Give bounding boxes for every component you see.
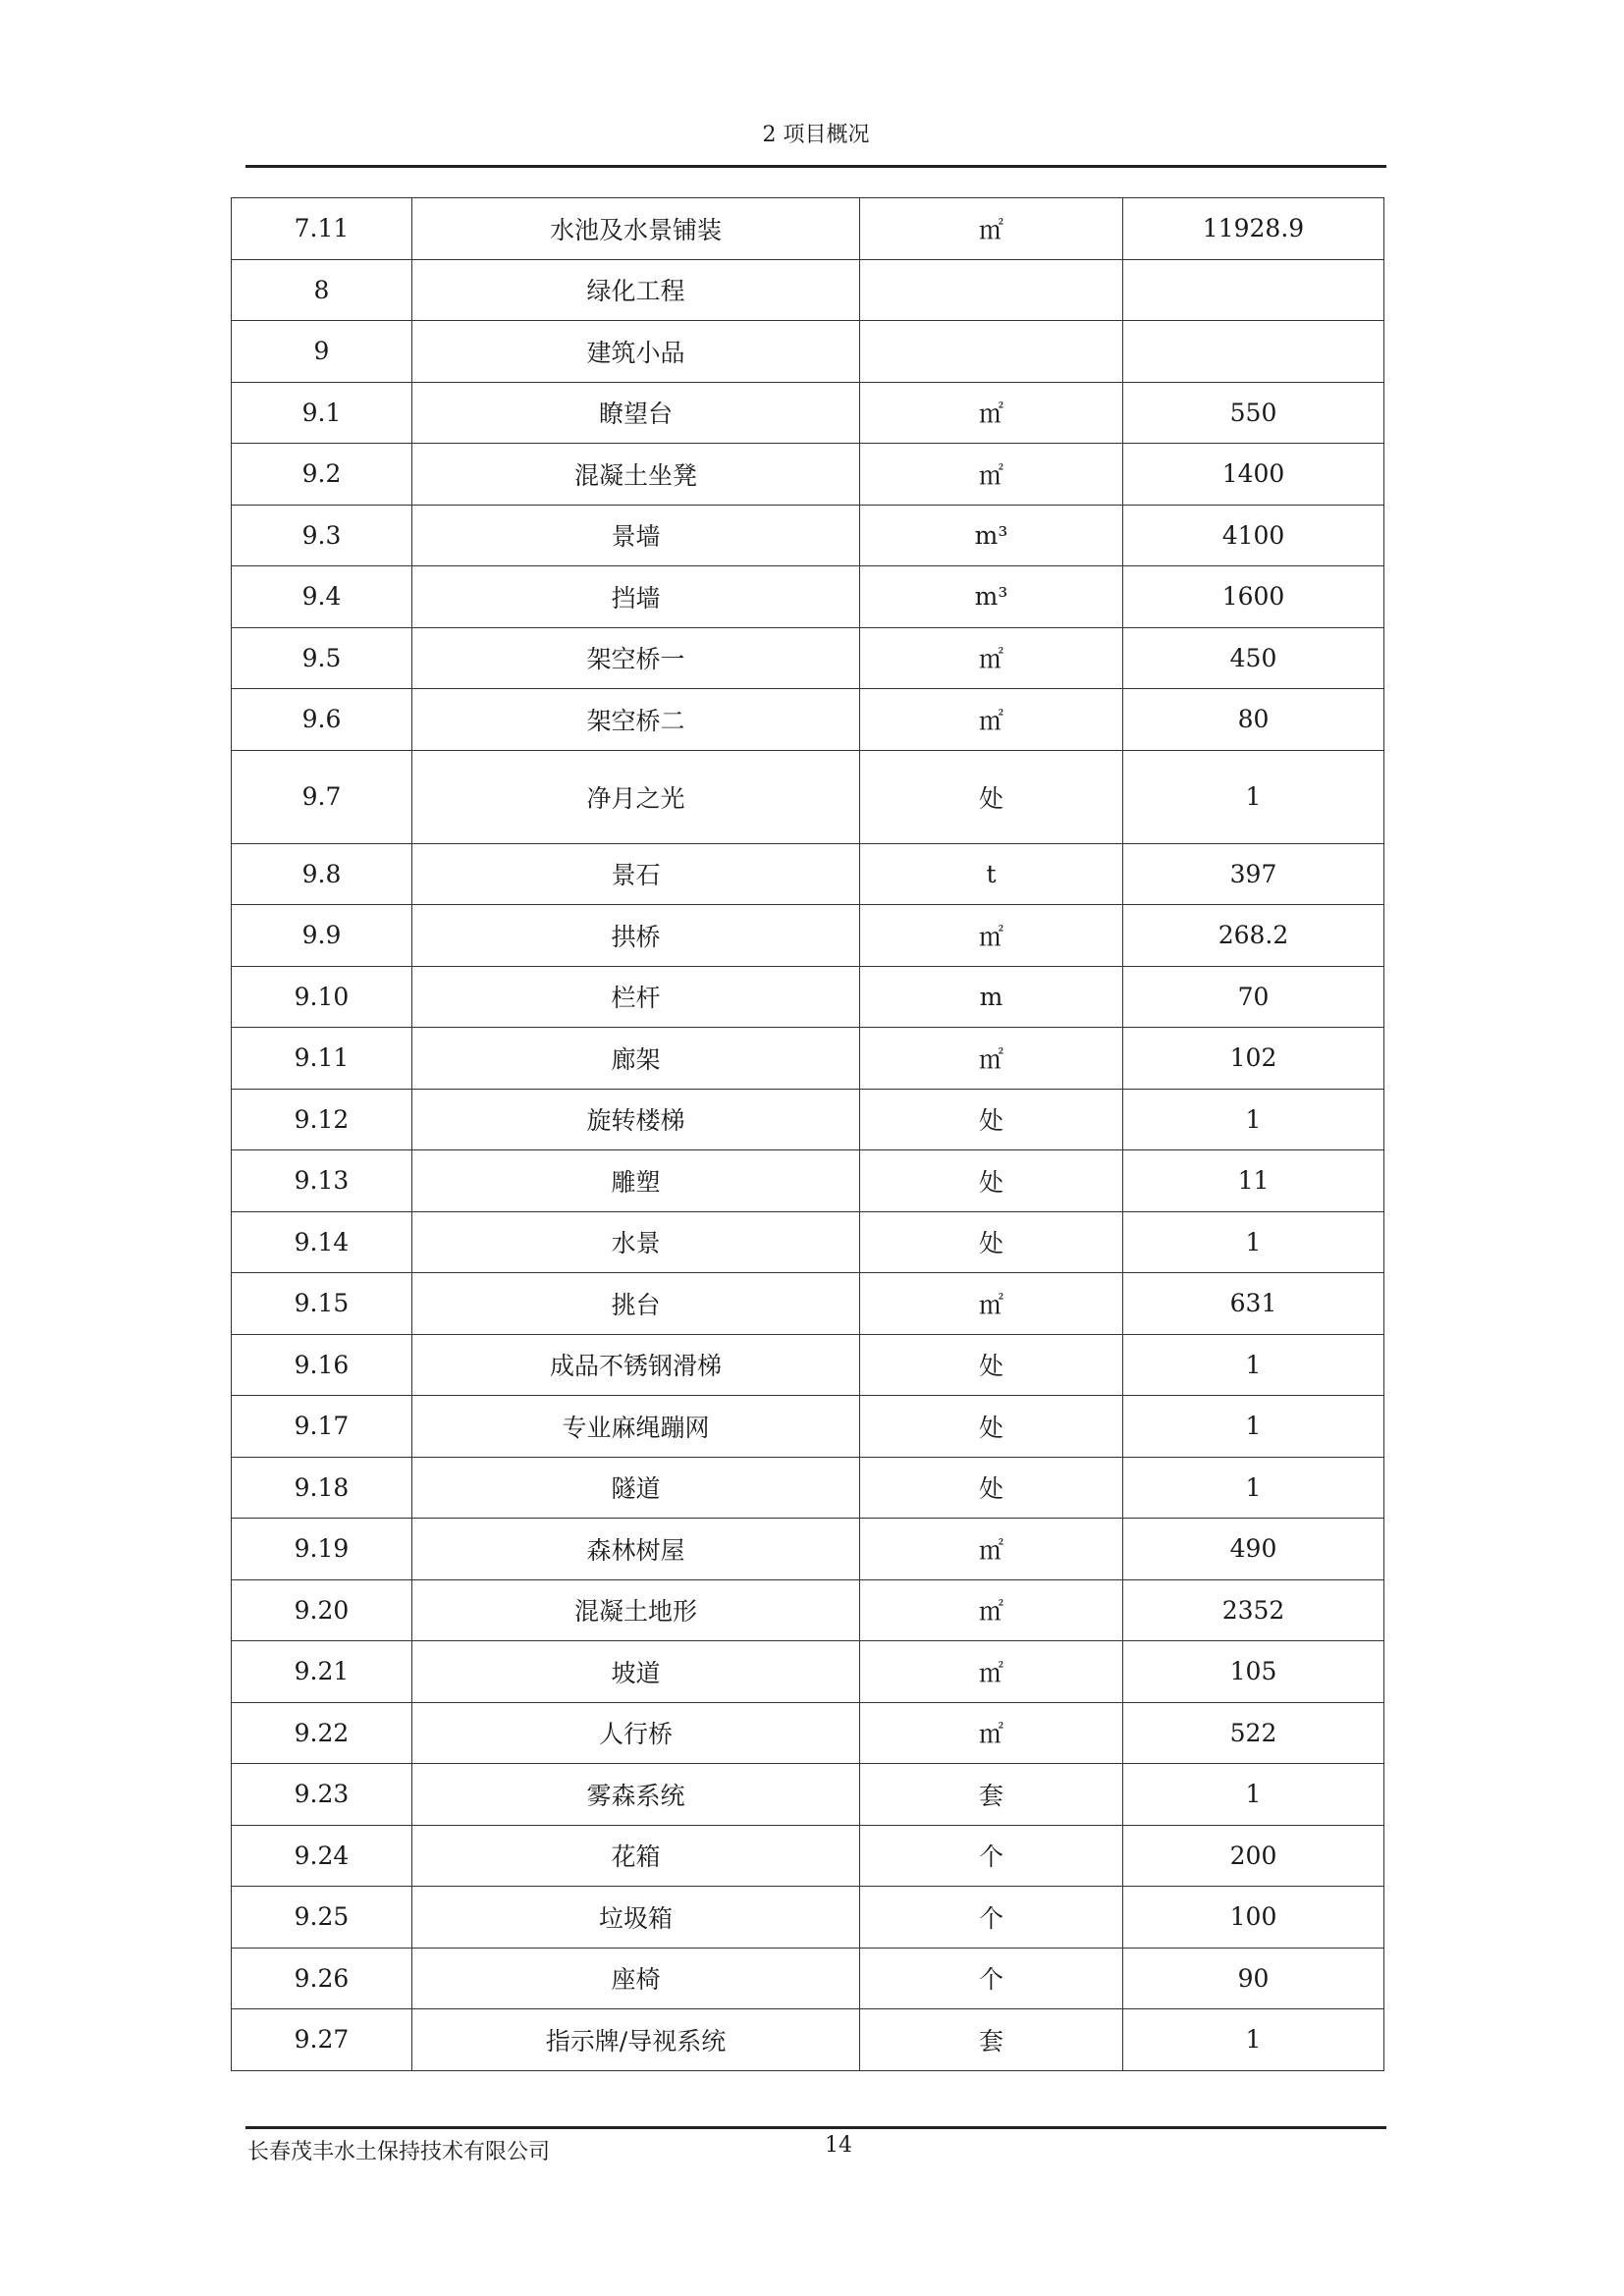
row-number: 9.10 — [232, 966, 412, 1028]
row-number: 8 — [232, 259, 412, 321]
quantity: 4100 — [1123, 505, 1384, 566]
row-number: 7.11 — [232, 198, 412, 260]
unit — [860, 259, 1123, 321]
unit: ㎡ — [860, 198, 1123, 260]
footer-company-name: 长春茂丰水土保持技术有限公司 — [247, 2140, 551, 2164]
quantities-table — [231, 197, 1384, 2071]
unit: ㎡ — [860, 1702, 1123, 1764]
row-number: 9.2 — [232, 444, 412, 506]
row-number: 9.12 — [232, 1089, 412, 1150]
row-number: 9.7 — [232, 750, 412, 843]
table-row — [232, 566, 1384, 628]
row-number: 9.19 — [232, 1519, 412, 1580]
quantity: 450 — [1123, 627, 1384, 689]
item-name: 隧道 — [412, 1457, 860, 1519]
quantity: 90 — [1123, 1948, 1384, 2009]
row-number: 9.1 — [232, 382, 412, 444]
item-name: 架空桥二 — [412, 689, 860, 751]
item-name: 人行桥 — [412, 1702, 860, 1764]
unit: m³ — [860, 566, 1123, 628]
quantity: 2352 — [1123, 1579, 1384, 1641]
item-name: 混凝土地形 — [412, 1579, 860, 1641]
table-row — [232, 1519, 1384, 1580]
table-row — [232, 1764, 1384, 1826]
unit: ㎡ — [860, 1028, 1123, 1090]
row-number: 9.13 — [232, 1150, 412, 1212]
table-row — [232, 1273, 1384, 1335]
unit: 个 — [860, 1948, 1123, 2009]
unit: 处 — [860, 1089, 1123, 1150]
quantity — [1123, 321, 1384, 383]
table-row — [232, 2009, 1384, 2071]
quantity: 268.2 — [1123, 905, 1384, 967]
item-name: 花箱 — [412, 1825, 860, 1887]
quantity: 1 — [1123, 1457, 1384, 1519]
item-name: 专业麻绳蹦网 — [412, 1396, 860, 1458]
item-name: 净月之光 — [412, 750, 860, 843]
item-name: 景石 — [412, 843, 860, 905]
quantity: 1 — [1123, 1764, 1384, 1826]
item-name: 挑台 — [412, 1273, 860, 1335]
unit — [860, 321, 1123, 383]
row-number: 9.23 — [232, 1764, 412, 1826]
quantity: 631 — [1123, 1273, 1384, 1335]
table-row — [232, 1150, 1384, 1212]
item-name: 成品不锈钢滑梯 — [412, 1334, 860, 1396]
quantity: 1 — [1123, 1396, 1384, 1458]
row-number: 9.5 — [232, 627, 412, 689]
table-row — [232, 1211, 1384, 1273]
table-row — [232, 444, 1384, 506]
table-row — [232, 1089, 1384, 1150]
quantity: 105 — [1123, 1641, 1384, 1703]
unit: ㎡ — [860, 382, 1123, 444]
unit: 处 — [860, 1211, 1123, 1273]
item-name: 水池及水景铺装 — [412, 198, 860, 260]
table-row — [232, 1702, 1384, 1764]
page-number: 14 — [825, 2133, 852, 2158]
unit: ㎡ — [860, 1579, 1123, 1641]
table-row — [232, 905, 1384, 967]
table-row — [232, 750, 1384, 843]
item-name: 森林树屋 — [412, 1519, 860, 1580]
unit: ㎡ — [860, 1641, 1123, 1703]
row-number: 9.17 — [232, 1396, 412, 1458]
unit: 处 — [860, 1457, 1123, 1519]
table-row — [232, 1028, 1384, 1090]
quantity: 80 — [1123, 689, 1384, 751]
table-row — [232, 259, 1384, 321]
item-name: 指示牌/导视系统 — [412, 2009, 860, 2071]
table-row — [232, 1396, 1384, 1458]
unit: ㎡ — [860, 1273, 1123, 1335]
quantities-table-body — [232, 198, 1384, 2071]
item-name: 栏杆 — [412, 966, 860, 1028]
unit: 处 — [860, 1334, 1123, 1396]
unit: m — [860, 966, 1123, 1028]
item-name: 瞭望台 — [412, 382, 860, 444]
row-number: 9.16 — [232, 1334, 412, 1396]
unit: 处 — [860, 1396, 1123, 1458]
table-row — [232, 505, 1384, 566]
item-name: 混凝土坐凳 — [412, 444, 860, 506]
quantity: 1 — [1123, 1334, 1384, 1396]
item-name: 廊架 — [412, 1028, 860, 1090]
row-number: 9.14 — [232, 1211, 412, 1273]
table-row — [232, 1334, 1384, 1396]
quantity: 100 — [1123, 1887, 1384, 1949]
table-row — [232, 1579, 1384, 1641]
unit: ㎡ — [860, 627, 1123, 689]
unit: ㎡ — [860, 689, 1123, 751]
row-number: 9.27 — [232, 2009, 412, 2071]
table-row — [232, 198, 1384, 260]
header-divider — [245, 165, 1386, 168]
quantity: 550 — [1123, 382, 1384, 444]
table-row — [232, 382, 1384, 444]
unit: ㎡ — [860, 444, 1123, 506]
table-row — [232, 843, 1384, 905]
quantity: 1600 — [1123, 566, 1384, 628]
quantity: 11 — [1123, 1150, 1384, 1212]
table-row — [232, 321, 1384, 383]
unit: ㎡ — [860, 905, 1123, 967]
table-row — [232, 1887, 1384, 1949]
quantity: 490 — [1123, 1519, 1384, 1580]
row-number: 9.8 — [232, 843, 412, 905]
row-number: 9.24 — [232, 1825, 412, 1887]
item-name: 拱桥 — [412, 905, 860, 967]
page-header-title: 2 项目概况 — [762, 123, 870, 147]
unit: t — [860, 843, 1123, 905]
table-row — [232, 1948, 1384, 2009]
item-name: 挡墙 — [412, 566, 860, 628]
row-number: 9.4 — [232, 566, 412, 628]
item-name: 景墙 — [412, 505, 860, 566]
item-name: 水景 — [412, 1211, 860, 1273]
item-name: 座椅 — [412, 1948, 860, 2009]
unit: 个 — [860, 1825, 1123, 1887]
table-row — [232, 1641, 1384, 1703]
item-name: 坡道 — [412, 1641, 860, 1703]
row-number: 9.20 — [232, 1579, 412, 1641]
unit: 处 — [860, 1150, 1123, 1212]
item-name: 旋转楼梯 — [412, 1089, 860, 1150]
quantity: 102 — [1123, 1028, 1384, 1090]
quantity — [1123, 259, 1384, 321]
unit: 个 — [860, 1887, 1123, 1949]
row-number: 9.15 — [232, 1273, 412, 1335]
row-number: 9.11 — [232, 1028, 412, 1090]
item-name: 架空桥一 — [412, 627, 860, 689]
table-row — [232, 966, 1384, 1028]
table-row — [232, 1457, 1384, 1519]
quantity: 1 — [1123, 2009, 1384, 2071]
quantity: 1400 — [1123, 444, 1384, 506]
table-row — [232, 689, 1384, 751]
item-name: 垃圾箱 — [412, 1887, 860, 1949]
row-number: 9 — [232, 321, 412, 383]
quantity: 200 — [1123, 1825, 1384, 1887]
quantity: 1 — [1123, 1211, 1384, 1273]
quantity: 522 — [1123, 1702, 1384, 1764]
item-name: 雾森系统 — [412, 1764, 860, 1826]
item-name: 雕塑 — [412, 1150, 860, 1212]
quantity: 1 — [1123, 750, 1384, 843]
row-number: 9.18 — [232, 1457, 412, 1519]
quantity: 397 — [1123, 843, 1384, 905]
quantity: 1 — [1123, 1089, 1384, 1150]
row-number: 9.26 — [232, 1948, 412, 2009]
unit: 套 — [860, 1764, 1123, 1826]
quantity: 11928.9 — [1123, 198, 1384, 260]
table-row — [232, 1825, 1384, 1887]
row-number: 9.25 — [232, 1887, 412, 1949]
unit: 套 — [860, 2009, 1123, 2071]
unit: ㎡ — [860, 1519, 1123, 1580]
row-number: 9.21 — [232, 1641, 412, 1703]
item-name: 绿化工程 — [412, 259, 860, 321]
row-number: 9.22 — [232, 1702, 412, 1764]
unit: m³ — [860, 505, 1123, 566]
quantity: 70 — [1123, 966, 1384, 1028]
unit: 处 — [860, 750, 1123, 843]
row-number: 9.9 — [232, 905, 412, 967]
table-row — [232, 627, 1384, 689]
item-name: 建筑小品 — [412, 321, 860, 383]
row-number: 9.3 — [232, 505, 412, 566]
row-number: 9.6 — [232, 689, 412, 751]
footer-divider — [245, 2126, 1386, 2129]
